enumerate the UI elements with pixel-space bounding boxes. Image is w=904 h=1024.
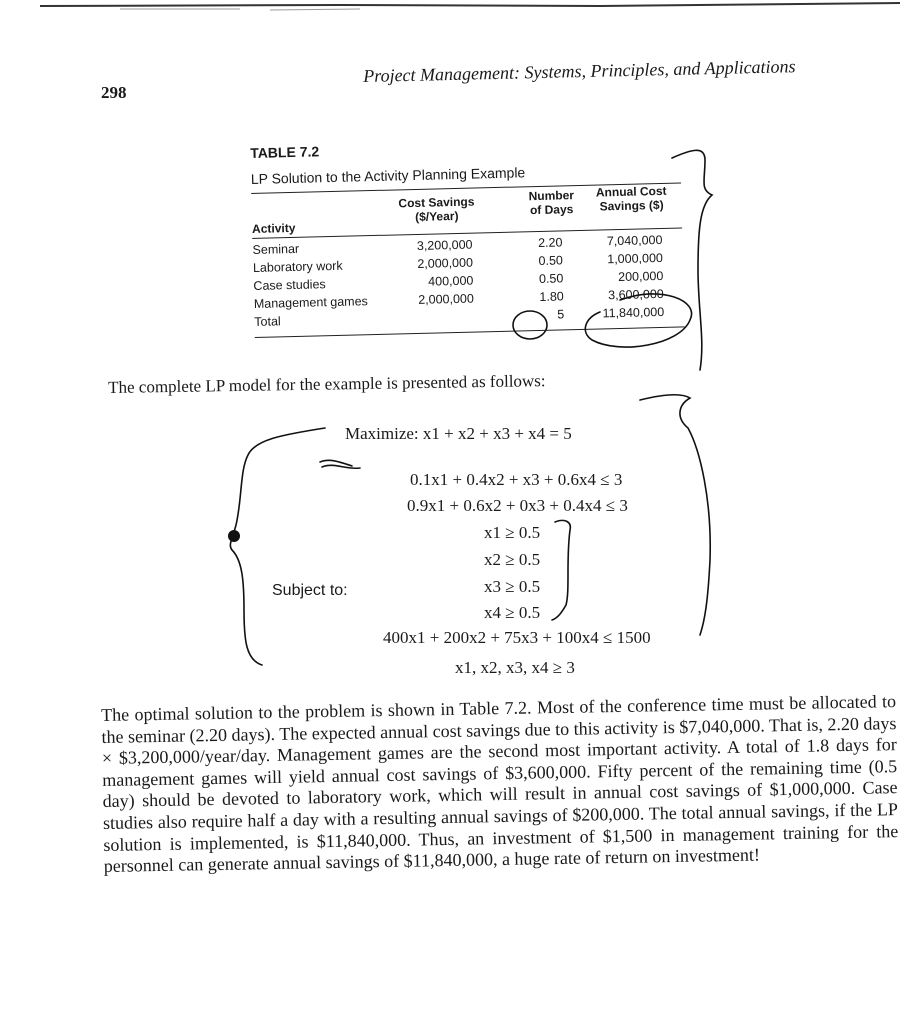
cell-days: 0.50 xyxy=(538,253,564,268)
constraint: x1 ≥ 0.5 xyxy=(484,523,541,542)
cell-cost-savings: 2,000,000 xyxy=(417,255,474,271)
lp-brace-left-mark xyxy=(230,428,325,665)
table-number: TABLE 7.2 xyxy=(250,143,320,161)
lp-intro-sentence: The complete LP model for the example is presented as follows: xyxy=(108,371,546,397)
table-title: LP Solution to the Activity Planning Example xyxy=(250,164,526,187)
col-header-activity: Activity xyxy=(251,220,296,236)
cell-days: 1.80 xyxy=(539,289,564,304)
cell-total-label: Total xyxy=(254,314,281,329)
lp-objective xyxy=(345,424,572,444)
objective-expression: x1 + x2 + x3 + x4 = 5 xyxy=(422,424,572,443)
cell-total-annual: 11,840,000 xyxy=(602,304,665,321)
cell-annual-savings: 1,000,000 xyxy=(607,250,664,267)
running-header-title: Project Management: Systems, Principles, and Applications xyxy=(363,56,796,86)
subject-to-label: Subject to: xyxy=(272,582,348,599)
cell-cost-savings: 3,200,000 xyxy=(416,237,473,253)
constraint: x3 ≥ 0.5 xyxy=(484,577,541,596)
constraint: 0.1x1 + 0.4x2 + x3 + 0.6x4 ≤ 3 xyxy=(410,470,623,489)
cell-activity: Case studies xyxy=(253,277,326,293)
maximize-label: Maximize: xyxy=(345,424,419,443)
page-top-edge xyxy=(40,0,900,14)
table-body xyxy=(252,228,684,332)
col-header-days: Number of Days xyxy=(528,188,575,218)
cell-total-days: 5 xyxy=(557,307,565,322)
cell-activity: Management games xyxy=(253,294,368,311)
cell-activity: Seminar xyxy=(252,241,300,257)
constraint: 0.9x1 + 0.6x2 + 0x3 + 0.4x4 ≤ 3 xyxy=(407,496,628,515)
page-number: 298 xyxy=(101,83,127,102)
col-header-annual-savings: Annual Cost Savings ($) xyxy=(595,183,667,214)
cell-days: 0.50 xyxy=(538,271,564,286)
col-header-cost-savings: Cost Savings ($/Year) xyxy=(398,194,475,224)
constraint: x4 ≥ 0.5 xyxy=(484,603,541,622)
constraint: 400x1 + 200x2 + 75x3 + 100x4 ≤ 1500 xyxy=(383,628,651,647)
scribble-mark xyxy=(320,460,360,468)
table-7-2 xyxy=(250,134,685,337)
explanation-paragraph xyxy=(101,691,899,878)
ink-dot xyxy=(228,530,240,542)
cell-days: 2.20 xyxy=(537,235,563,250)
cell-annual-savings: 7,040,000 xyxy=(606,232,663,249)
constraint: x2 ≥ 0.5 xyxy=(484,550,541,569)
cell-activity: Laboratory work xyxy=(252,258,343,275)
lp-brace-right-mark xyxy=(640,395,710,635)
cell-cost-savings: 2,000,000 xyxy=(418,291,474,307)
bounds-bracket-mark xyxy=(552,520,570,620)
cell-annual-savings: 200,000 xyxy=(617,268,664,285)
paragraph-text: The optimal solution to the problem is shown in Table 7.2. Most of the conference time must be allocated to the seminar (2.20 days). The expected annual cost savings due to this activity is $7,040,000. That is, 2.20 days × $3,200,000/year/day. Management games are the second most important activity. A total of 1.8 days for management games will yield annual cost savings of $3,600,000. Fifty percent of the remaining time (0.5 day) should be devoted to laboratory work, which will result in annual cost savings of $1,000,000. Case studies also require half a day with a resulting annual savings of $200,000. The total annual savings, if the LP solution is implemented, is $11,840,000. Thus, an investment of $1,500 in management training for the personnel can generate annual savings of $11,840,000, a huge rate of return on investment! xyxy=(101,691,899,877)
constraint-nonnegativity: x1, x2, x3, x4 ≥ 3 xyxy=(455,658,575,677)
cell-annual-savings: 3,600,000 xyxy=(607,286,664,303)
cell-cost-savings: 400,000 xyxy=(428,273,474,289)
